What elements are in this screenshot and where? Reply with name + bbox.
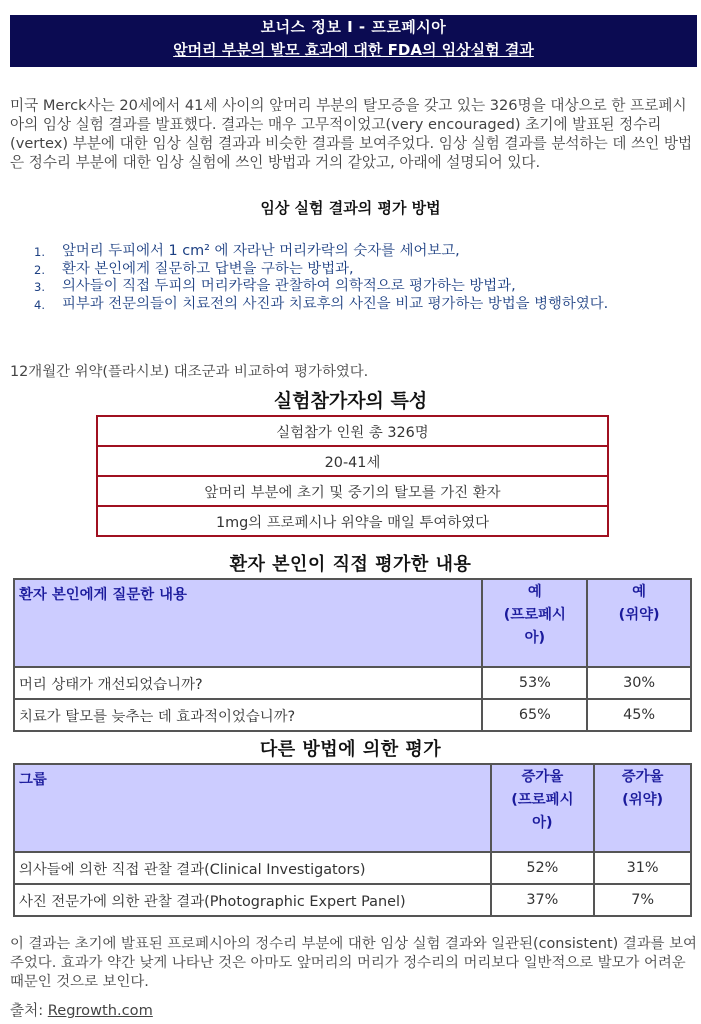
table-row — [14, 852, 691, 884]
placebo-value: 30% — [587, 667, 691, 699]
header-line: 증가율 — [521, 769, 564, 785]
method-item-number: 4. — [34, 297, 45, 312]
source-link[interactable]: Regrowth.com — [47, 1002, 153, 1019]
method-item — [34, 278, 696, 296]
header-line: 예 — [632, 584, 647, 600]
propecia-header — [482, 579, 587, 667]
conclusion-paragraph: 이 결과는 초기에 발표된 프로페시아의 정수리 부분에 대한 임상 실험 결과와 일관된(consistent) 결과를 보여주었다. 효과가 약간 낮게 나타난 것은 아마도 앞머리의 머리가 정수리의 머리보다 일반적으로 발모가 어려운 때문인 것으로 보인다. — [10, 936, 697, 990]
method-item-text: 앞머리 두피에서 1 cm² 에 자라난 머리카락의 숫자를 세어보고, — [62, 243, 460, 259]
table-row — [14, 667, 691, 699]
table-header-row — [14, 764, 691, 852]
other-eval-table — [13, 763, 692, 917]
source-line — [10, 999, 153, 1020]
source-label: 출처: — [10, 1002, 44, 1019]
propecia-value: 52% — [491, 852, 595, 884]
self-eval-heading: 환자 본인이 직접 평가한 내용 — [229, 554, 472, 575]
self-eval-table — [13, 578, 692, 732]
table-row — [14, 699, 691, 731]
propecia-value: 37% — [491, 884, 595, 916]
method-item — [34, 261, 696, 279]
header-line: (프로페시 — [511, 792, 574, 808]
table-row — [97, 446, 608, 476]
table-header-row — [14, 579, 691, 667]
placebo-value: 7% — [594, 884, 691, 916]
row-label: 치료가 탈모를 늦추는 데 효과적이었습니까? — [14, 699, 482, 731]
row-label: 의사들에 의한 직접 관찰 결과(Clinical Investigators) — [14, 852, 491, 884]
traits-cell: 실험참가 인원 총 326명 — [97, 416, 608, 446]
table-row — [97, 476, 608, 506]
traits-table — [96, 415, 609, 537]
traits-cell: 20-41세 — [97, 446, 608, 476]
group-header: 그룹 — [14, 764, 491, 852]
question-header: 환자 본인에게 질문한 내용 — [14, 579, 482, 667]
traits-cell: 1mg의 프로페시나 위약을 매일 투여하였다 — [97, 506, 608, 536]
placebo-value: 31% — [594, 852, 691, 884]
page-subtitle: 앞머리 부분의 발모 효과에 대한 FDA의 임상실험 결과 — [173, 41, 534, 59]
method-item-text: 환자 본인에게 질문하고 답변을 구하는 방법과, — [62, 260, 354, 277]
header-line: (프로페시 — [503, 607, 566, 623]
method-item — [34, 243, 696, 261]
header-line: 예 — [527, 584, 542, 600]
row-label: 머리 상태가 개선되었습니까? — [14, 667, 482, 699]
title-banner — [10, 15, 697, 67]
propecia-value: 53% — [482, 667, 587, 699]
header-line: 아) — [524, 630, 546, 646]
placebo-note: 12개월간 위약(플라시보) 대조군과 비교하여 평가하였다. — [10, 364, 369, 380]
intro-paragraph: 미국 Merck사는 20세에서 41세 사이의 앞머리 부분의 탈모증을 갖고 있는 326명을 대상으로 한 프로페시아의 임상 실험 결과를 발표했다. 결과는 매우 고무적이었고(very encouraged) 초기에 발표된 정수리(vertex) 부분에 대한 임상 실험 결과과 비슷한 결과를 보여주었다. 임상 실험 결과를 분석하는 데 쓰인 방법은 정수리 부분에 대한 임상 실험에 쓰인 방법과 거의 같았고, 아래에 설명되어 있다. — [10, 97, 693, 171]
header-line: 아) — [532, 815, 553, 831]
placebo-value: 45% — [587, 699, 691, 731]
method-list — [34, 243, 696, 313]
header-line: 증가율 — [621, 769, 664, 785]
placebo-header — [594, 764, 691, 852]
row-label: 사진 전문가에 의한 관찰 결과(Photographic Expert Panel) — [14, 884, 491, 916]
table-row — [97, 506, 608, 536]
placebo-header — [587, 579, 691, 667]
header-line: (위약) — [622, 792, 664, 808]
other-eval-heading: 다른 방법에 의한 평가 — [259, 739, 442, 760]
propecia-header — [491, 764, 595, 852]
method-item-number: 3. — [34, 280, 45, 294]
method-item-text: 의사들이 직접 두피의 머리카락을 관찰하여 의학적으로 평가하는 방법과, — [62, 278, 516, 294]
header-line: (위약) — [618, 607, 660, 623]
method-item-text: 피부과 전문의들이 치료전의 사진과 치료후의 사진을 비교 평가하는 방법을 병행하였다. — [62, 295, 609, 312]
method-item — [34, 296, 696, 314]
traits-cell: 앞머리 부분에 초기 및 중기의 탈모를 가진 환자 — [97, 476, 608, 506]
method-item-number: 1. — [34, 245, 45, 259]
method-item-number: 2. — [34, 262, 45, 277]
method-heading: 임상 실험 결과의 평가 방법 — [260, 199, 441, 217]
table-row — [14, 884, 691, 916]
page-title: 보너스 정보 I - 프로페시아 — [260, 18, 447, 36]
table-row — [97, 416, 608, 446]
propecia-value: 65% — [482, 699, 587, 731]
traits-heading: 실험참가자의 특성 — [273, 390, 428, 412]
